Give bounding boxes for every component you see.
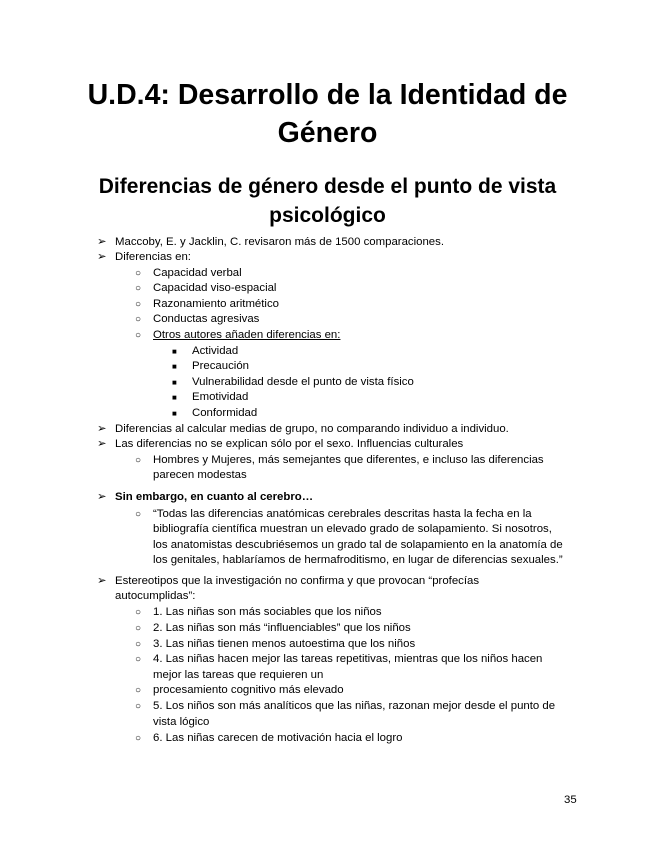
arrow-bullet-icon: ➢ [97,491,107,503]
circle-bullet-icon: ○ [135,607,142,618]
circle-bullet-icon: ○ [135,654,142,665]
list-item: Hombres y Mujeres, más semejantes que diferentes, e incluso las diferencias [153,454,544,466]
quote-line: bibliografía científica muestran un elevado grado de solapamiento. Si nosotros, [153,523,552,535]
list-item: 1. Las niñas son más sociables que los niños [153,606,382,618]
list-item: 4. Las niñas hacen mejor las tareas repetitivas, mientras que los niños hacen [153,653,543,665]
quote-line: “Todas las diferencias anatómicas cerebrales descritas hasta la fecha en la [153,508,532,520]
list-item: Conformidad [192,407,258,419]
list-item: 6. Las niñas carecen de motivación hacia el logro [153,732,403,744]
arrow-bullet-icon: ➢ [97,438,107,450]
circle-bullet-icon: ○ [135,330,142,341]
square-bullet-icon: ■ [172,409,177,418]
circle-bullet-icon: ○ [135,701,142,712]
square-bullet-icon: ■ [172,378,177,387]
square-bullet-icon: ■ [172,347,177,356]
circle-bullet-icon: ○ [135,685,142,696]
page-number: 35 [564,794,577,806]
list-item-continuation: parecen modestas [153,469,247,481]
arrow-bullet-icon: ➢ [97,575,107,587]
list-item-continuation: mejor las tareas que requieren un [153,669,324,681]
circle-bullet-icon: ○ [135,268,142,279]
quote-line: los anatomistas descubriésemos un grado tal de solapamiento en la anatomía de [153,539,563,551]
list-item: Maccoby, E. y Jacklin, C. revisaron más de 1500 comparaciones. [115,236,444,248]
list-item: Las diferencias no se explican sólo por el sexo. Influencias culturales [115,438,464,450]
list-item: Diferencias al calcular medias de grupo, no comparando individuo a individuo. [115,423,509,435]
list-item: Vulnerabilidad desde el punto de vista físico [192,376,414,388]
list-item: Estereotipos que la investigación no confirma y que provocan “profecías [115,575,480,587]
circle-bullet-icon: ○ [135,455,142,466]
arrow-bullet-icon: ➢ [97,423,107,435]
list-item-continuation: vista lógico [153,716,210,728]
quote-line: los genitales, hablaríamos de hermafroditismo, en lugar de diferencias sexuales.” [153,554,563,566]
square-bullet-icon: ■ [172,362,177,371]
list-item-continuation: autocumplidas”: [115,590,196,602]
list-item: procesamiento cognitivo más elevado [153,684,344,696]
circle-bullet-icon: ○ [135,314,142,325]
circle-bullet-icon: ○ [135,509,142,520]
list-item: Emotividad [192,391,249,403]
list-item: Capacidad viso-espacial [153,282,277,294]
list-item: Sin embargo, en cuanto al cerebro… [115,491,314,503]
page-title: U.D.4: Desarrollo de la Identidad de Género [87,79,568,149]
square-bullet-icon: ■ [172,393,177,402]
list-item: Razonamiento aritmético [153,298,279,310]
list-item: Actividad [192,345,239,357]
circle-bullet-icon: ○ [135,623,142,634]
list-item: Capacidad verbal [153,267,242,279]
list-item: Otros autores añaden diferencias en: [153,329,341,341]
circle-bullet-icon: ○ [135,299,142,310]
list-item: Precaución [192,360,249,372]
arrow-bullet-icon: ➢ [97,251,107,263]
list-item: 3. Las niñas tienen menos autoestima que los niños [153,638,416,650]
list-item: 5. Los niños son más analíticos que las niñas, razonan mejor desde el punto de [153,700,556,712]
circle-bullet-icon: ○ [135,283,142,294]
list-item: Diferencias en: [115,251,191,263]
list-item: Conductas agresivas [153,313,260,325]
circle-bullet-icon: ○ [135,639,142,650]
circle-bullet-icon: ○ [135,733,142,744]
arrow-bullet-icon: ➢ [97,236,107,248]
section-heading: Diferencias de género desde el punto de vista psicológico [98,175,557,227]
list-item: 2. Las niñas son más “influenciables” que los niños [153,622,411,634]
